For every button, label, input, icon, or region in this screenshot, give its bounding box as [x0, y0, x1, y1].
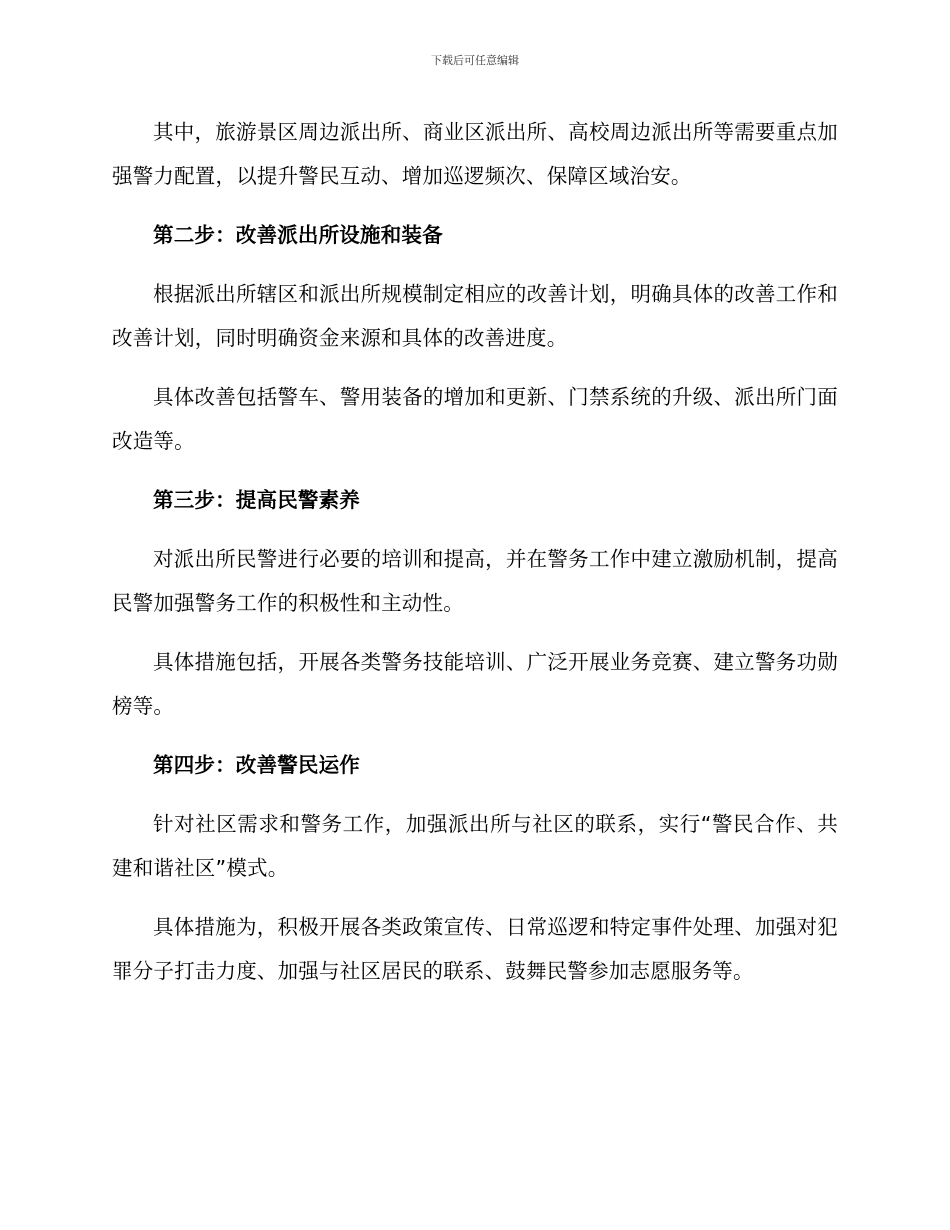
paragraph-training-measures: 具体措施包括，开展各类警务技能培训、广泛开展业务竞赛、建立警务功勋榜等。 [112, 650, 838, 718]
paragraph-key-stations: 其中，旅游景区周边派出所、商业区派出所、高校周边派出所等需要重点加强警力配置，以提升警民互动、增加巡逻频次、保障区域治安。 [112, 120, 838, 188]
paragraph-training: 对派出所民警进行必要的培训和提高，并在警务工作中建立激励机制，提高民警加强警务工作的积极性和主动性。 [112, 547, 838, 615]
heading-step-four: 第四步：改善警民运作 [153, 753, 360, 777]
document-body [112, 110, 838, 1008]
paragraph-improvement-details: 具体改善包括警车、警用装备的增加和更新、门禁系统的升级、派出所门面改造等。 [112, 385, 838, 453]
heading-step-three: 第三步：提高民警素养 [153, 488, 360, 512]
paragraph-improvement-plan: 根据派出所辖区和派出所规模制定相应的改善计划，明确具体的改善工作和改善计划，同时明确资金来源和具体的改善进度。 [112, 282, 838, 350]
heading-step-two: 第二步：改善派出所设施和装备 [153, 223, 443, 247]
paragraph-community-model: 针对社区需求和警务工作，加强派出所与社区的联系，实行“警民合作、共建和谐社区”模式。 [112, 812, 838, 880]
page-header: 下载后可任意编辑 [431, 54, 519, 67]
paragraph-community-measures: 具体措施为，积极开展各类政策宣传、日常巡逻和特定事件处理、加强对犯罪分子打击力度、加强与社区居民的联系、鼓舞民警参加志愿服务等。 [112, 915, 838, 983]
